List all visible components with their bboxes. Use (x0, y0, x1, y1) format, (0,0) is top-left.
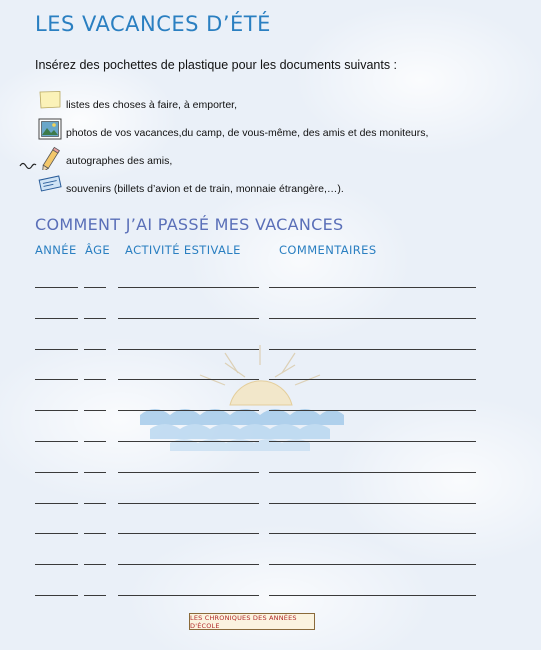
year-line[interactable] (35, 349, 78, 350)
page-title: LES VACANCES D’ÉTÉ (35, 12, 271, 36)
age-line[interactable] (84, 503, 106, 504)
comments-line[interactable] (269, 533, 476, 534)
activity-line[interactable] (118, 595, 259, 596)
comments-line[interactable] (269, 595, 476, 596)
activity-line[interactable] (118, 533, 259, 534)
intro-text: Insérez des pochettes de plastique pour les documents suivants : (35, 58, 398, 72)
comments-line[interactable] (269, 410, 476, 411)
comments-line[interactable] (269, 441, 476, 442)
age-line[interactable] (84, 318, 106, 319)
year-line[interactable] (35, 533, 78, 534)
activity-line[interactable] (118, 318, 259, 319)
ticket-icon (38, 174, 64, 196)
activity-line[interactable] (118, 441, 259, 442)
comments-line[interactable] (269, 318, 476, 319)
sunset-illustration (130, 345, 370, 465)
age-line[interactable] (84, 533, 106, 534)
comments-line[interactable] (269, 472, 476, 473)
list-item (18, 146, 172, 168)
column-header-activity: ACTIVITÉ ESTIVALE (125, 243, 241, 257)
footer-brand: LES CHRONIQUES DES ANNÉES D'ÉCOLE (189, 613, 315, 630)
activity-line[interactable] (118, 472, 259, 473)
photo-icon (38, 118, 64, 140)
comments-line[interactable] (269, 287, 476, 288)
column-header-comments: COMMENTAIRES (279, 243, 377, 257)
column-header-year: ANNÉE (35, 243, 77, 257)
age-line[interactable] (84, 379, 106, 380)
age-line[interactable] (84, 349, 106, 350)
age-line[interactable] (84, 595, 106, 596)
section-title: COMMENT J’AI PASSÉ MES VACANCES (35, 215, 344, 234)
list-item-label: listes des choses à faire, à emporter, (66, 99, 237, 111)
activity-line[interactable] (118, 410, 259, 411)
year-line[interactable] (35, 503, 78, 504)
year-line[interactable] (35, 410, 78, 411)
year-line[interactable] (35, 287, 78, 288)
activity-line[interactable] (118, 349, 259, 350)
activity-line[interactable] (118, 503, 259, 504)
list-item (38, 90, 237, 112)
activity-line[interactable] (118, 287, 259, 288)
age-line[interactable] (84, 441, 106, 442)
comments-line[interactable] (269, 564, 476, 565)
list-item-label: photos de vos vacances,du camp, de vous-même, des amis et des moniteurs, (66, 127, 429, 139)
comments-line[interactable] (269, 349, 476, 350)
comments-line[interactable] (269, 379, 476, 380)
list-item (38, 174, 344, 196)
year-line[interactable] (35, 379, 78, 380)
year-line[interactable] (35, 595, 78, 596)
age-line[interactable] (84, 410, 106, 411)
comments-line[interactable] (269, 503, 476, 504)
year-line[interactable] (35, 472, 78, 473)
list-item-label: autographes des amis, (66, 155, 173, 167)
year-line[interactable] (35, 441, 78, 442)
pencil-icon (18, 146, 64, 168)
year-line[interactable] (35, 564, 78, 565)
activity-line[interactable] (118, 379, 259, 380)
year-line[interactable] (35, 318, 78, 319)
column-header-age: ÂGE (85, 243, 111, 257)
age-line[interactable] (84, 564, 106, 565)
age-line[interactable] (84, 287, 106, 288)
sticky-note-icon (38, 90, 64, 112)
list-item (38, 118, 428, 140)
age-line[interactable] (84, 472, 106, 473)
list-item-label: souvenirs (billets d’avion et de train, monnaie étrangère,…). (66, 183, 344, 195)
activity-line[interactable] (118, 564, 259, 565)
